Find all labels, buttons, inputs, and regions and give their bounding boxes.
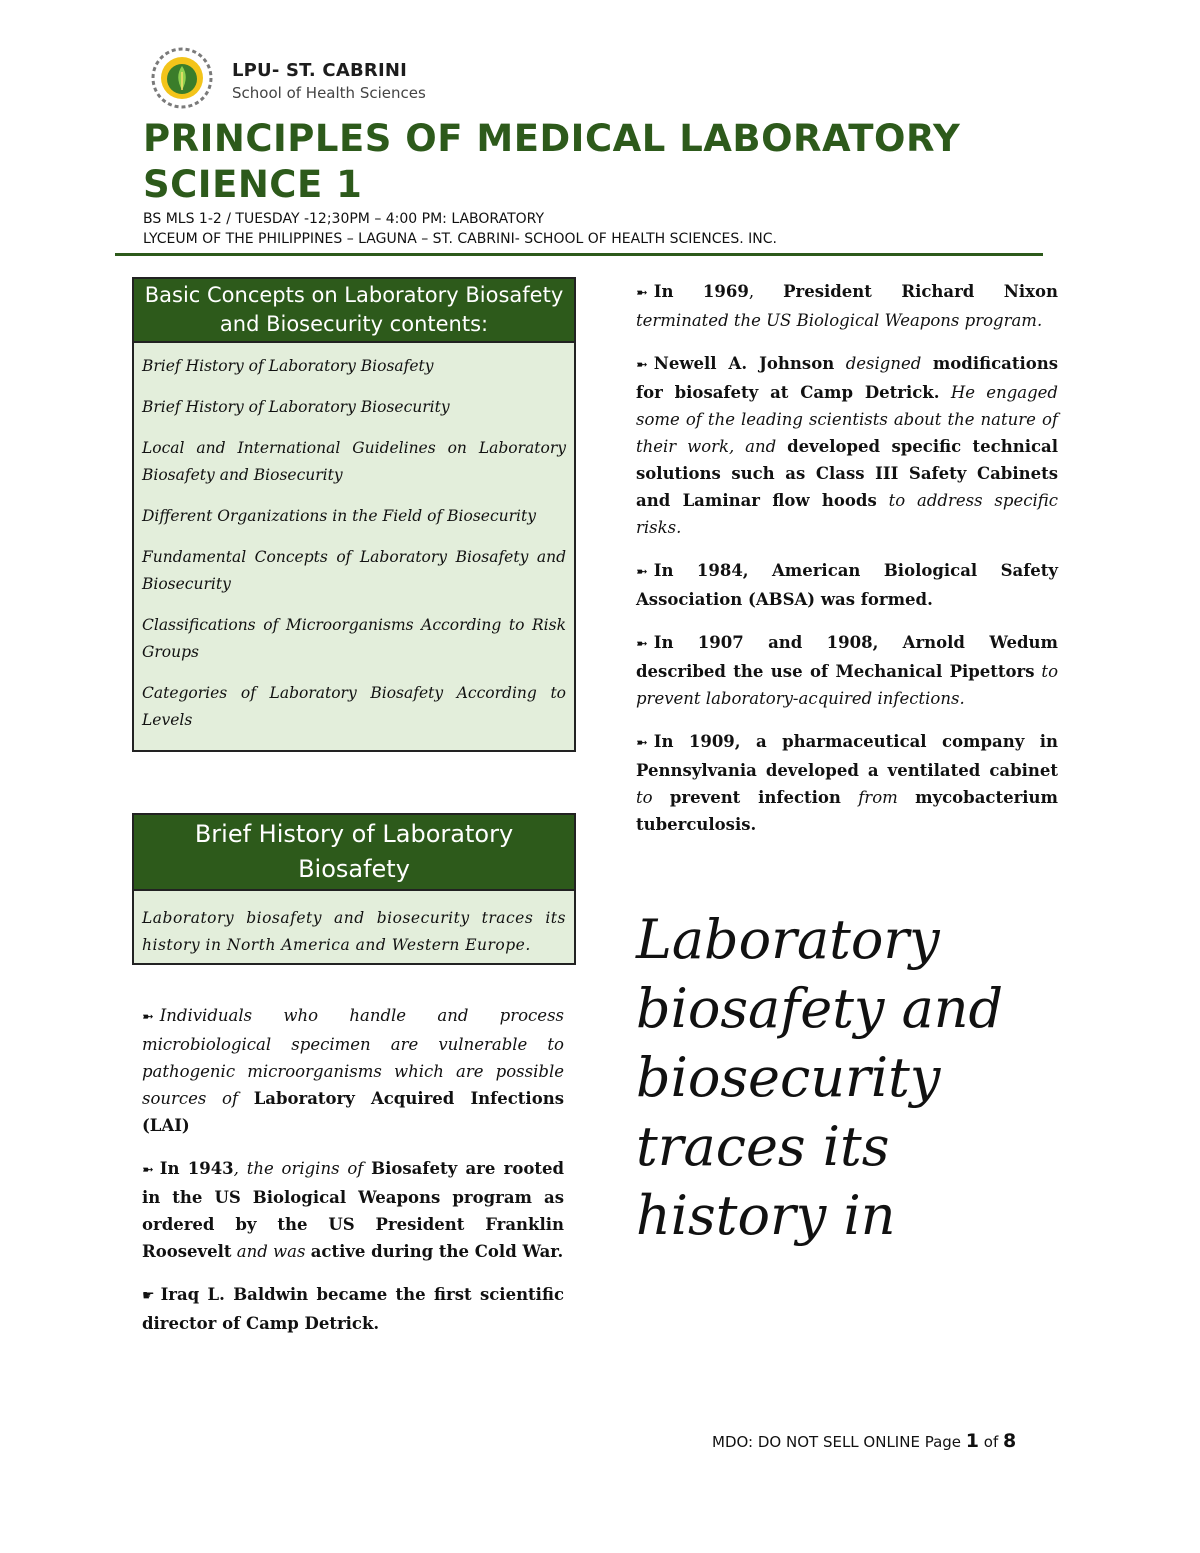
contents-item: Fundamental Concepts of Laboratory Biosafety and Biosecurity [142, 548, 566, 593]
school-logo-icon [150, 46, 214, 110]
paragraph-1909: ➼ In 1909, a pharmaceutical company in Pennsylvania developed a ventilated cabinet to prevent infection from mycobacterium tuberculosis. [636, 732, 1058, 834]
school-name-block [232, 60, 426, 102]
page-footer: MDO: DO NOT SELL ONLINE Page 1 of 8 [712, 1430, 1017, 1452]
page-title: PRINCIPLES OF MEDICAL LABORATORY SCIENCE 1 [143, 117, 961, 206]
page-total: 8 [1003, 1430, 1017, 1452]
paragraph-1969: ➼ In 1969, President Richard Nixon terminated the US Biological Weapons program. [636, 282, 1058, 330]
paragraph-baldwin: ☛ Iraq L. Baldwin became the first scientific director of Camp Detrick. [142, 1285, 564, 1333]
arrow-bullet-icon: ➼ [636, 735, 648, 751]
contents-item: Categories of Laboratory Biosafety According to Levels [142, 684, 566, 729]
contents-item: Brief History of Laboratory Biosafety [142, 357, 434, 375]
arrow-bullet-icon: ➼ [636, 357, 648, 373]
paragraph-1943: ➼ In 1943, the origins of Biosafety are rooted in the US Biological Weapons program as ordered by the US President Franklin Roosevelt and was active during the Cold War. [142, 1159, 564, 1261]
arrow-bullet-icon: ➼ [142, 1009, 154, 1025]
arrow-bullet-icon: ➼ [142, 1162, 154, 1178]
school-name: LPU- ST. CABRINI [232, 60, 408, 81]
school-subtitle: School of Health Sciences [232, 84, 426, 102]
contents-item: Classifications of Microorganisms According to Risk Groups [142, 616, 566, 661]
contents-item: Brief History of Laboratory Biosecurity [142, 398, 450, 416]
arrow-bullet-icon: ➼ [636, 285, 648, 301]
right-column [636, 278, 1058, 854]
contents-box-heading: Basic Concepts on Laboratory Biosafety and Biosecurity contents: [134, 279, 574, 343]
paragraph-1984: ➼ In 1984, American Biological Safety Association (ABSA) was formed. [636, 561, 1058, 609]
paragraph-lai: ➼ Individuals who handle and process microbiological specimen are vulnerable to pathogenic microorganisms which are possible sources of Laboratory Acquired Infections (LAI) [142, 1006, 564, 1135]
history-box-text: Laboratory biosafety and biosecurity traces its history in North America and Western Europe. [142, 909, 566, 954]
contents-item: Local and International Guidelines on Laboratory Biosafety and Biosecurity [142, 439, 566, 484]
paragraph-1907: ➼ In 1907 and 1908, Arnold Wedum described the use of Mechanical Pipettors to prevent laboratory-acquired infections. [636, 633, 1058, 708]
paragraph-johnson: ➼ Newell A. Johnson designed modifications for biosafety at Camp Detrick. He engaged some of the leading scientists about the nature of their work, and developed specific technical solutions such as Class III Safety Cabinets and Laminar flow hoods to address specific risks. [636, 354, 1059, 537]
arrow-bullet-icon: ➼ [636, 564, 648, 580]
history-box-heading: Brief History of Laboratory Biosafety [134, 815, 574, 891]
pull-quote: Laboratory biosafety and biosecurity traces its history in [636, 908, 1004, 1247]
arrow-bullet-icon: ➼ [636, 636, 648, 652]
institution-line: LYCEUM OF THE PHILIPPINES – LAGUNA – ST. CABRINI- SCHOOL OF HEALTH SCIENCES. INC. [143, 231, 777, 247]
course-info [143, 209, 777, 249]
hand-bullet-icon: ☛ [142, 1288, 155, 1304]
contents-box [132, 277, 576, 752]
contents-list [134, 343, 574, 750]
course-schedule: BS MLS 1-2 / TUESDAY -12;30PM – 4:00 PM: LABORATORY [143, 211, 545, 227]
footer-text: MDO: DO NOT SELL ONLINE Page [712, 1433, 966, 1451]
header-divider [115, 253, 1043, 256]
contents-item: Different Organizations in the Field of Biosecurity [142, 507, 536, 525]
left-column [142, 1002, 564, 1353]
page-number: 1 [965, 1430, 980, 1452]
history-box [132, 813, 576, 965]
